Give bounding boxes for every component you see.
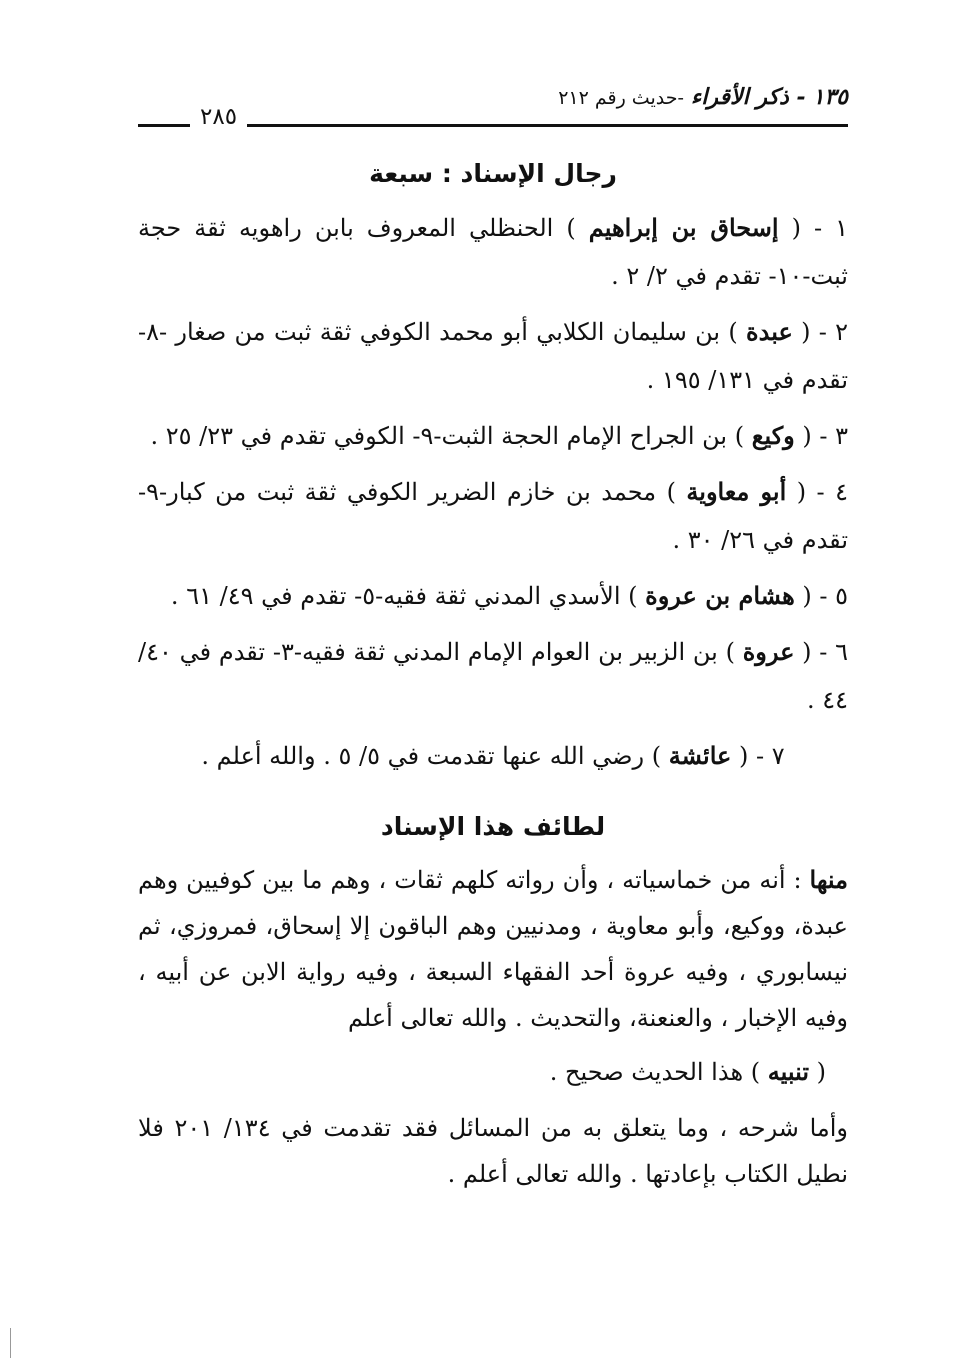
- page-number: ٢٨٥: [190, 104, 247, 130]
- hadith-reference: حديث رقم ٢١٢: [558, 87, 678, 109]
- narrator-entry: ٤ - ( أبو معاوية ) محمد بن خازم الضرير الكوفي ثقة ثبت من كبار-٩- تقدم في ٢٦/ ٣٠ .: [138, 477, 849, 554]
- subtleties-paragraph: [138, 857, 848, 1041]
- narrator-entry: ٣ - ( وكيع ) بن الجراح الإمام الحجة الثبت-٩- الكوفي تقدم في ٢٣/ ٢٥ .: [150, 421, 848, 450]
- chapter-number: ١٣٥: [812, 84, 848, 110]
- note-label: تنبيه: [767, 1057, 809, 1086]
- note-line: ( تنبيه ) هذا الحديث صحيح .: [549, 1057, 826, 1086]
- chapter-title: ذكر الأقراء: [690, 84, 789, 110]
- narrator-entry: ٢ - ( عبدة ) بن سليمان الكلابي أبو محمد الكوفي ثقة ثبت من صغار -٨- تقدم في ١٣١/ ١٩٥ .: [138, 317, 849, 394]
- narrator-name: عائشة: [668, 741, 732, 770]
- narrator-name: إسحاق بن إبراهيم: [588, 213, 779, 242]
- narrator-entry: ٧ - ( عائشة ) رضي الله عنها تقدمت في ٥/ ٥ . والله أعلم .: [201, 741, 785, 770]
- narrator-name: عروة: [742, 637, 795, 666]
- narrators-section-title: رجال الإسناد : سبعة: [369, 159, 617, 188]
- narrator-name: عبدة: [746, 317, 793, 346]
- narrator-details: الأسدي المدني ثقة فقيه-٥- تقدم في ٤٩/ ٦١ .: [170, 582, 621, 610]
- narrator-details: بن سليمان الكلابي أبو محمد الكوفي ثقة ثبت من صغار -٨- تقدم في ١٣١/ ١٩٥ .: [138, 318, 848, 394]
- running-title: ١٣٥ - ذكر الأقراء -حديث رقم ٢١٢: [558, 84, 848, 110]
- narrator-entry: ١ - ( إسحاق بن إبراهيم ) الحنظلي المعروف بابن راهويه ثقة حجة ثبت-١٠- تقدم في ٢/ ٢ .: [138, 213, 848, 290]
- subtleties-section-title: لطائف هذا الإسناد: [380, 812, 606, 841]
- narrator-details: رضي الله عنها تقدمت في ٥/ ٥ . والله أعلم .: [201, 742, 645, 770]
- running-header: [138, 80, 848, 130]
- margin-mark: [10, 1328, 11, 1358]
- narrator-name: وكيع: [751, 421, 795, 450]
- narrator-entry: ٥ - ( هشام بن عروة ) الأسدي المدني ثقة فقيه-٥- تقدم في ٤٩/ ٦١ .: [170, 581, 848, 610]
- narrator-name: أبو معاوية: [686, 477, 787, 506]
- book-page: [138, 80, 848, 1205]
- narrator-details: محمد بن خازم الضرير الكوفي ثقة ثبت من كبار-٩- تقدم في ٢٦/ ٣٠ .: [138, 478, 848, 554]
- subtleties-body: : أنه من خماسياته ، وأن رواته كلهم ثقات ، وهم ما بين كوفيين وهم عبدة، ووكيع، وأبو معاوية ، ومدنيين وهم الباقون إلا إسحاق، فمروزي، ثم نيسابوري ، وفيه عروة أحد الفقهاء السبعة ، وفيه رواية الابن عن أبيه ، وفيه الإخبار ، والعنعنة، والتحديث . والله تعالى أعلم: [138, 866, 848, 1032]
- subtleties-lead: منها: [809, 865, 849, 894]
- narrator-entry: ٦ - ( عروة ) بن الزبير بن العوام الإمام المدني ثقة فقيه-٣- تقدم في ٤٠/ ٤٤ .: [138, 637, 849, 714]
- narrator-details: بن الجراح الإمام الحجة الثبت-٩- الكوفي تقدم في ٢٣/ ٢٥ .: [150, 422, 728, 450]
- note-text: هذا الحديث صحيح .: [549, 1058, 744, 1086]
- closing-paragraph: وأما شرحه ، وما يتعلق به من المسائل فقد تقدمت في ١٣٤/ ٢٠١ فلا نطيل الكتاب بإعادتها . والله تعالى أعلم .: [138, 1114, 849, 1188]
- narrator-details: بن الزبير بن العوام الإمام المدني ثقة فقيه-٣- تقدم في ٤٠/ ٤٤ .: [138, 638, 848, 714]
- narrator-name: هشام بن عروة: [645, 581, 795, 610]
- narrator-details: الحنظلي المعروف بابن راهويه ثقة حجة ثبت-١٠- تقدم في ٢/ ٢ .: [138, 214, 848, 290]
